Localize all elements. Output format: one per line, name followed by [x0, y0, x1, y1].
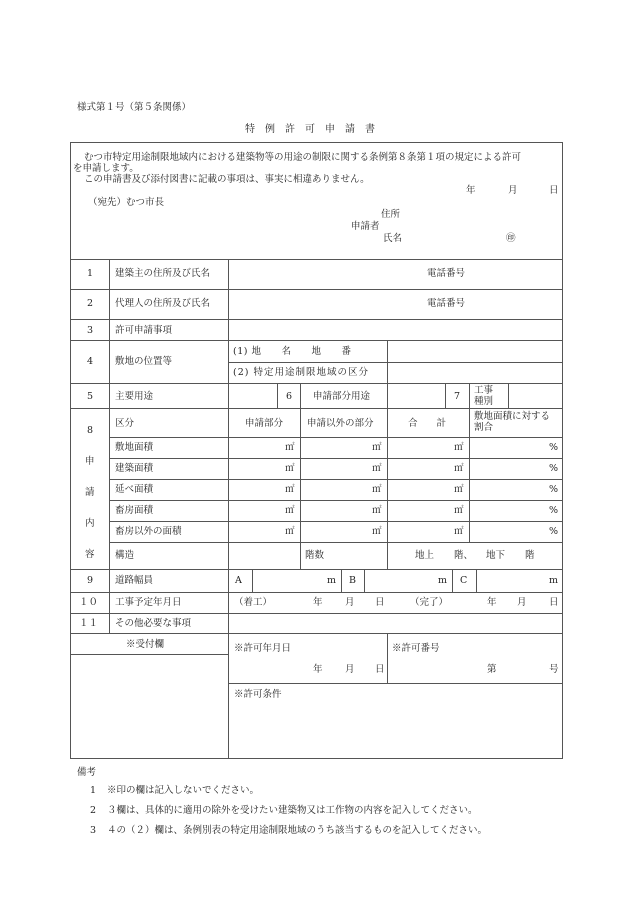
row4-zone-input[interactable] — [388, 363, 563, 383]
row5-input[interactable] — [229, 384, 277, 408]
start-year[interactable]: 年 — [313, 597, 323, 608]
col-header-category: 区分 — [115, 418, 135, 429]
start-day[interactable]: 日 — [375, 597, 385, 608]
row2-input[interactable] — [229, 290, 419, 319]
area-row-label: 延べ面積 — [115, 484, 154, 495]
row5-number: 5 — [87, 391, 94, 402]
permit-date-month: 月 — [345, 664, 355, 675]
divider — [109, 500, 563, 501]
area-row-label: 畜房面積 — [115, 505, 154, 516]
row7-label-line1: 工事 — [474, 385, 494, 396]
road-c-label: C — [460, 575, 468, 586]
unit-percent[interactable]: % — [549, 442, 559, 453]
unit-sqm[interactable]: ㎡ — [372, 484, 382, 495]
row3-number: 3 — [87, 325, 94, 336]
col-header-ratio-line1: 敷地面積に対する — [474, 411, 551, 422]
row7-number: 7 — [454, 391, 461, 402]
applicant-label: 申請者 — [351, 221, 380, 232]
road-a-label: A — [235, 575, 242, 586]
permit-number-label: ※許可番号 — [392, 643, 440, 654]
permit-date-year: 年 — [313, 664, 323, 675]
start-label: （着工） — [234, 597, 273, 608]
permit-number-go: 号 — [549, 664, 559, 675]
divider — [341, 569, 342, 592]
col-header-total: 合 計 — [408, 418, 447, 429]
remarks-title: 備考 — [77, 767, 97, 778]
row4-sub2-label: (2) 特定用途制限地域の区分 — [233, 367, 369, 378]
unit-sqm[interactable]: ㎡ — [372, 526, 382, 537]
row9-label: 道路幅員 — [115, 575, 154, 586]
road-a-unit[interactable]: m — [327, 575, 337, 586]
row8-side-char: 容 — [85, 549, 95, 560]
remark-number: 3 — [90, 825, 97, 836]
divider — [445, 383, 446, 408]
permit-date-label: ※許可年月日 — [234, 643, 292, 654]
col-header-ratio-line2: 割合 — [474, 422, 494, 433]
unit-sqm[interactable]: ㎡ — [372, 463, 382, 474]
permit-date-day: 日 — [375, 664, 385, 675]
row10-label: 工事予定年月日 — [115, 597, 182, 608]
divider — [109, 542, 563, 543]
row5-label: 主要用途 — [115, 391, 154, 402]
divider — [70, 408, 563, 409]
page-title: 特例許可申請書 — [245, 124, 385, 135]
row1-input[interactable] — [229, 260, 419, 289]
divider — [387, 408, 388, 569]
unit-percent[interactable]: % — [549, 505, 559, 516]
row8-side-char: 請 — [85, 487, 95, 498]
date-year: 年 — [466, 185, 476, 196]
row11-input[interactable] — [229, 614, 563, 633]
date-month: 月 — [508, 185, 518, 196]
row1-label: 建築主の住所及び氏名 — [115, 268, 211, 279]
divider — [300, 408, 301, 569]
row7-input[interactable] — [509, 384, 563, 408]
permit-conditions-label: ※許可条件 — [234, 689, 282, 700]
unit-sqm[interactable]: ㎡ — [372, 505, 382, 516]
row11-number: １１ — [79, 618, 99, 629]
unit-percent[interactable]: % — [549, 526, 559, 537]
row8-number: 8 — [87, 425, 94, 436]
divider — [70, 592, 563, 593]
floors-above-unit: 階、 — [454, 550, 474, 561]
floors-label: 階数 — [305, 550, 325, 561]
row4-location-input[interactable] — [388, 341, 563, 362]
unit-sqm[interactable]: ㎡ — [372, 442, 382, 453]
remark-text: ３欄は、具体的に適用の除外を受けたい建築物又は工作物の内容を記入してください。 — [107, 805, 478, 816]
divider — [452, 569, 453, 592]
intro-paragraph-line2: を申請します。 — [73, 163, 139, 174]
road-b-label: B — [349, 575, 356, 586]
row6-number: 6 — [286, 391, 293, 402]
seal-mark: ㊞ — [506, 233, 516, 244]
divider — [109, 458, 563, 459]
form-number: 様式第１号（第５条関係） — [77, 102, 192, 113]
unit-sqm[interactable]: ㎡ — [454, 442, 464, 453]
divider — [364, 569, 365, 592]
divider — [109, 521, 563, 522]
row7-label-line2: 種別 — [474, 396, 494, 407]
unit-sqm[interactable]: ㎡ — [454, 505, 464, 516]
end-day[interactable]: 日 — [549, 597, 559, 608]
start-month[interactable]: 月 — [345, 597, 355, 608]
row11-label: その他必要な事項 — [115, 618, 192, 629]
area-row-label: 敷地面積 — [115, 442, 154, 453]
remark-number: 1 — [90, 785, 97, 796]
row1-phone-label: 電話番号 — [427, 268, 466, 279]
divider — [476, 569, 477, 592]
unit-sqm[interactable]: ㎡ — [285, 526, 295, 537]
reception-label: ※受付欄 — [126, 639, 165, 650]
col-header-other: 申請以外の部分 — [307, 418, 374, 429]
divider — [277, 383, 278, 408]
date-day: 日 — [549, 185, 559, 196]
addressee: （宛先）むつ市長 — [88, 197, 165, 208]
floors-below-unit: 階 — [525, 550, 535, 561]
area-row-label: 建築面積 — [115, 463, 154, 474]
row3-input[interactable] — [229, 320, 563, 340]
intro-paragraph-line1: むつ市特定用途制限地域内における建築物等の用途の制限に関する条例第８条第１項の規定による許可 — [84, 152, 522, 163]
row6-input[interactable] — [388, 384, 445, 408]
unit-percent[interactable]: % — [549, 463, 559, 474]
remark-text: ※印の欄は記入しないでください。 — [107, 785, 260, 796]
structure-label: 構造 — [115, 550, 135, 561]
row8-side-char: 内 — [85, 518, 95, 529]
floors-above-label: 地上 — [415, 550, 435, 561]
row2-label: 代理人の住所及び氏名 — [115, 298, 211, 309]
col-header-applied: 申請部分 — [245, 418, 284, 429]
row6-label: 申請部分用途 — [313, 391, 371, 402]
row8-side-char: 申 — [85, 456, 95, 467]
remark-number: 2 — [90, 805, 97, 816]
unit-sqm[interactable]: ㎡ — [285, 442, 295, 453]
divider — [70, 383, 563, 384]
permit-number-dai: 第 — [487, 664, 497, 675]
row3-label: 許可申請事項 — [115, 325, 173, 336]
divider — [109, 479, 563, 480]
divider — [300, 383, 301, 408]
row1-number: 1 — [87, 268, 94, 279]
address-label: 住所 — [381, 209, 401, 220]
row2-phone-label: 電話番号 — [427, 298, 466, 309]
divider — [469, 383, 470, 408]
divider — [109, 259, 110, 633]
unit-sqm[interactable]: ㎡ — [454, 526, 464, 537]
area-row-label: 畜房以外の面積 — [115, 526, 182, 537]
divider — [469, 408, 470, 542]
unit-sqm[interactable]: ㎡ — [285, 505, 295, 516]
end-year[interactable]: 年 — [487, 597, 497, 608]
row4-label: 敷地の位置等 — [115, 356, 173, 367]
road-b-unit[interactable]: m — [438, 575, 448, 586]
unit-percent[interactable]: % — [549, 484, 559, 495]
unit-sqm[interactable]: ㎡ — [285, 484, 295, 495]
road-c-unit[interactable]: m — [549, 575, 559, 586]
row2-number: 2 — [87, 298, 94, 309]
end-month[interactable]: 月 — [517, 597, 527, 608]
remark-text: ４の（２）欄は、条例別表の特定用途制限地域のうち該当するものを記入してください。 — [107, 825, 488, 836]
row4-number: 4 — [87, 356, 94, 367]
divider — [70, 569, 563, 570]
row4-sub1-label: (1) 地 名 地 番 — [233, 346, 352, 357]
row10-number: １０ — [79, 597, 99, 608]
end-label: （完了） — [410, 597, 449, 608]
divider — [70, 654, 228, 655]
unit-sqm[interactable]: ㎡ — [454, 463, 464, 474]
divider — [252, 569, 253, 592]
structure-input[interactable] — [229, 543, 300, 569]
unit-sqm[interactable]: ㎡ — [285, 463, 295, 474]
floors-below-label: 地下 — [486, 550, 506, 561]
intro-statement: この申請書及び添付図書に記載の事項は、事実に相違ありません。 — [84, 174, 370, 185]
row9-number: 9 — [87, 575, 94, 586]
name-label: 氏名 — [383, 233, 403, 244]
divider — [109, 437, 563, 438]
divider — [228, 683, 563, 684]
divider — [387, 633, 388, 683]
divider — [70, 633, 563, 634]
unit-sqm[interactable]: ㎡ — [454, 484, 464, 495]
